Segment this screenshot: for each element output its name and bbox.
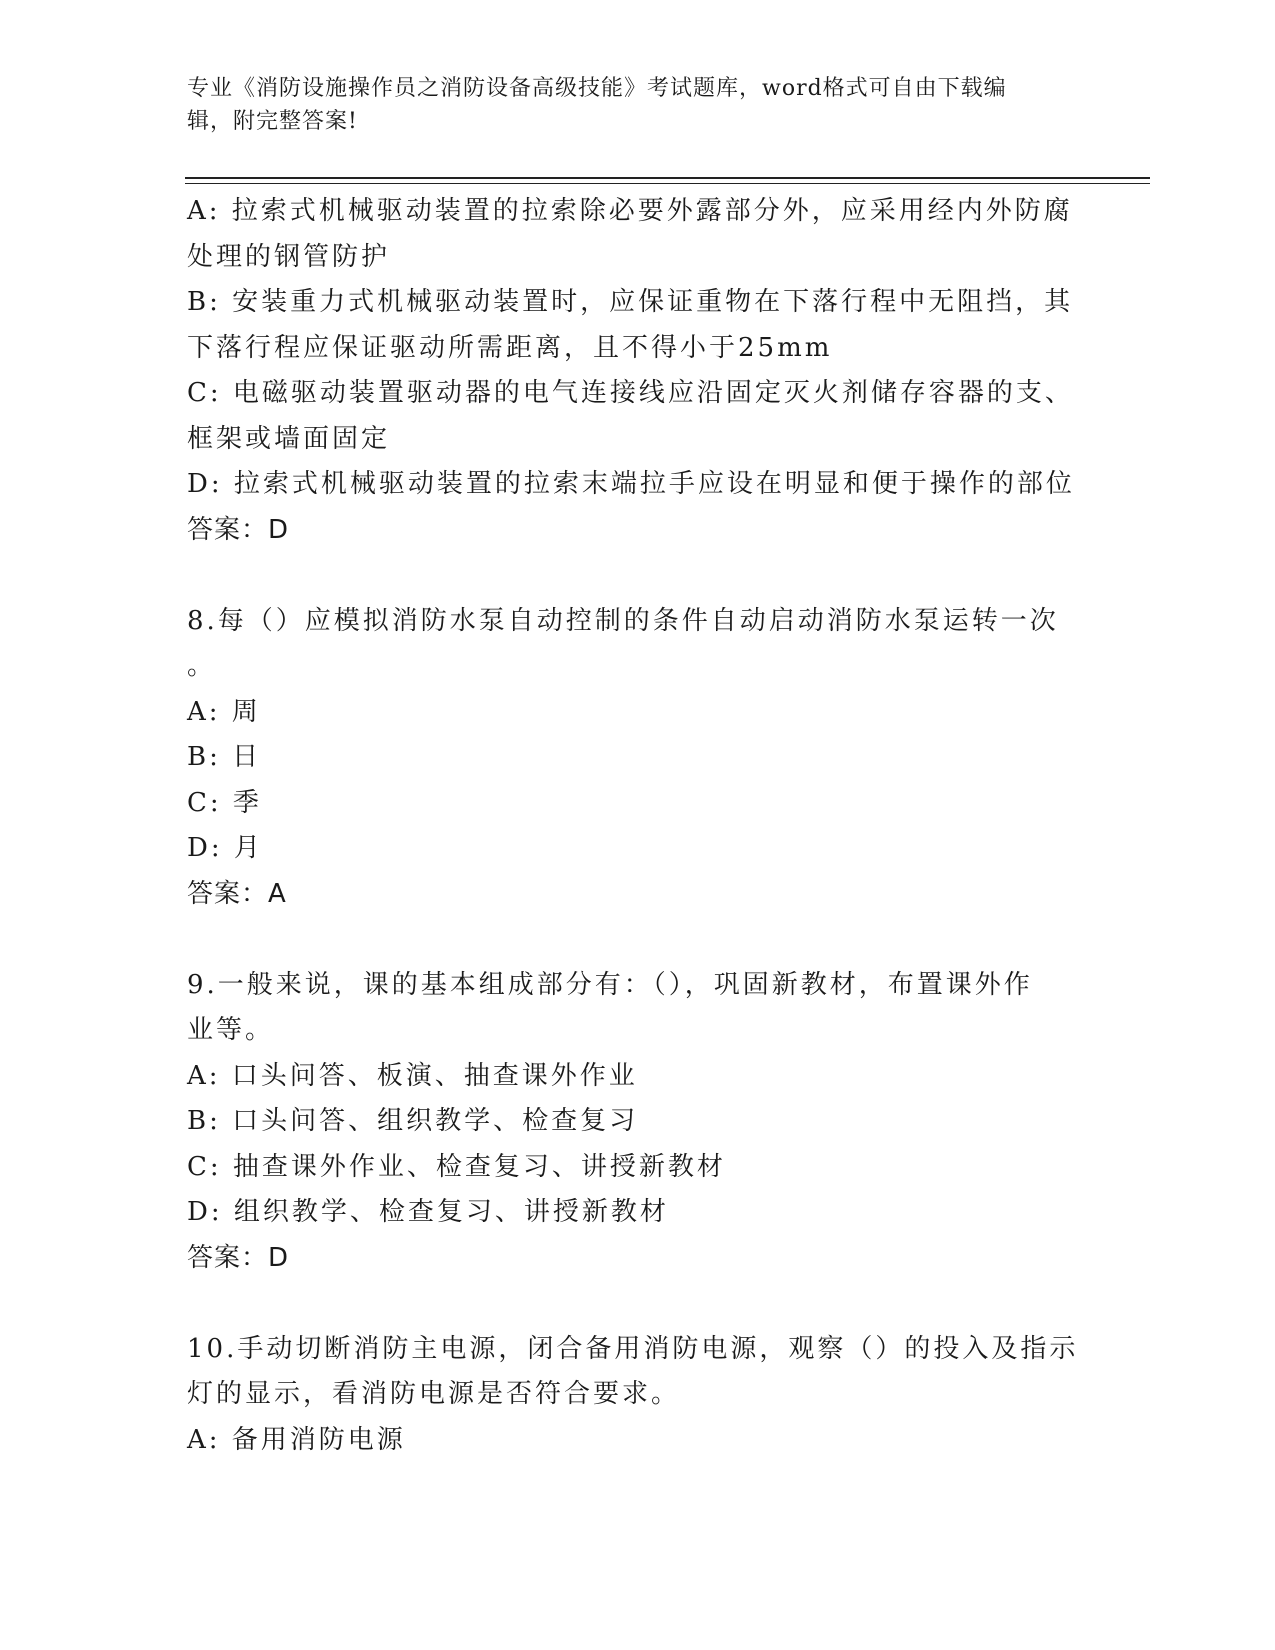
header-line: 专业《消防设施操作员之消防设备高级技能》考试题库，word格式可自由下载编 <box>187 76 1007 101</box>
option-c: C: 季 <box>187 787 262 818</box>
answer: 答案：A <box>187 878 287 909</box>
question-stem-cont: 。 <box>187 651 217 681</box>
option-a: A: 周 <box>187 696 261 727</box>
option-a: A: 拉索式机械驱动装置的拉索除必要外露部分外，应采用经内外防腐 <box>187 196 1073 226</box>
question-stem: 8.每（）应模拟消防水泵自动控制的条件自动启动消防水泵运转一次 <box>187 605 1059 636</box>
option-a: A: 口头问答、板演、抽查课外作业 <box>187 1060 638 1091</box>
spacer <box>187 553 1087 599</box>
option-d: D: 月 <box>187 833 263 863</box>
option-a: A: 备用消防电源 <box>187 1424 406 1455</box>
question-list <box>187 189 1087 1463</box>
option-b-cont: 下落行程应保证驱动所需距离，且不得小于25mm <box>187 332 833 363</box>
option-c-cont: 框架或墙面固定 <box>187 423 391 454</box>
option-d: D: 拉索式机械驱动装置的拉索末端拉手应设在明显和便于操作的部位 <box>187 469 1075 499</box>
question-7 <box>187 189 1087 553</box>
spacer <box>187 917 1087 963</box>
option-b: B: 日 <box>187 742 262 772</box>
question-10 <box>187 1327 1087 1464</box>
option-b: B: 安装重力式机械驱动装置时，应保证重物在下落行程中无阻挡，其 <box>187 287 1074 317</box>
option-c: C: 电磁驱动装置驱动器的电气连接线应沿固定灭火剂储存容器的支、 <box>187 378 1074 408</box>
header-divider-thin <box>185 183 1150 184</box>
document-header <box>187 72 1067 138</box>
option-a-cont: 处理的钢管防护 <box>187 241 391 272</box>
question-stem: 10.手动切断消防主电源，闭合备用消防电源，观察（）的投入及指示 <box>187 1333 1079 1364</box>
question-9 <box>187 963 1087 1282</box>
answer: 答案：D <box>187 1242 290 1273</box>
question-8 <box>187 599 1087 918</box>
answer: 答案：D <box>187 514 290 545</box>
header-line: 辑，附完整答案! <box>187 109 358 134</box>
header-divider <box>185 177 1150 179</box>
question-stem-cont: 灯的显示，看消防电源是否符合要求。 <box>187 1379 681 1409</box>
option-b: B: 口头问答、组织教学、检查复习 <box>187 1106 639 1136</box>
spacer <box>187 1281 1087 1327</box>
option-c: C: 抽查课外作业、检查复习、讲授新教材 <box>187 1151 726 1182</box>
option-d: D: 组织教学、检查复习、讲授新教材 <box>187 1197 669 1227</box>
question-stem-cont: 业等。 <box>187 1015 275 1045</box>
question-stem: 9.一般来说，课的基本组成部分有：（），巩固新教材，布置课外作 <box>187 969 1033 1000</box>
